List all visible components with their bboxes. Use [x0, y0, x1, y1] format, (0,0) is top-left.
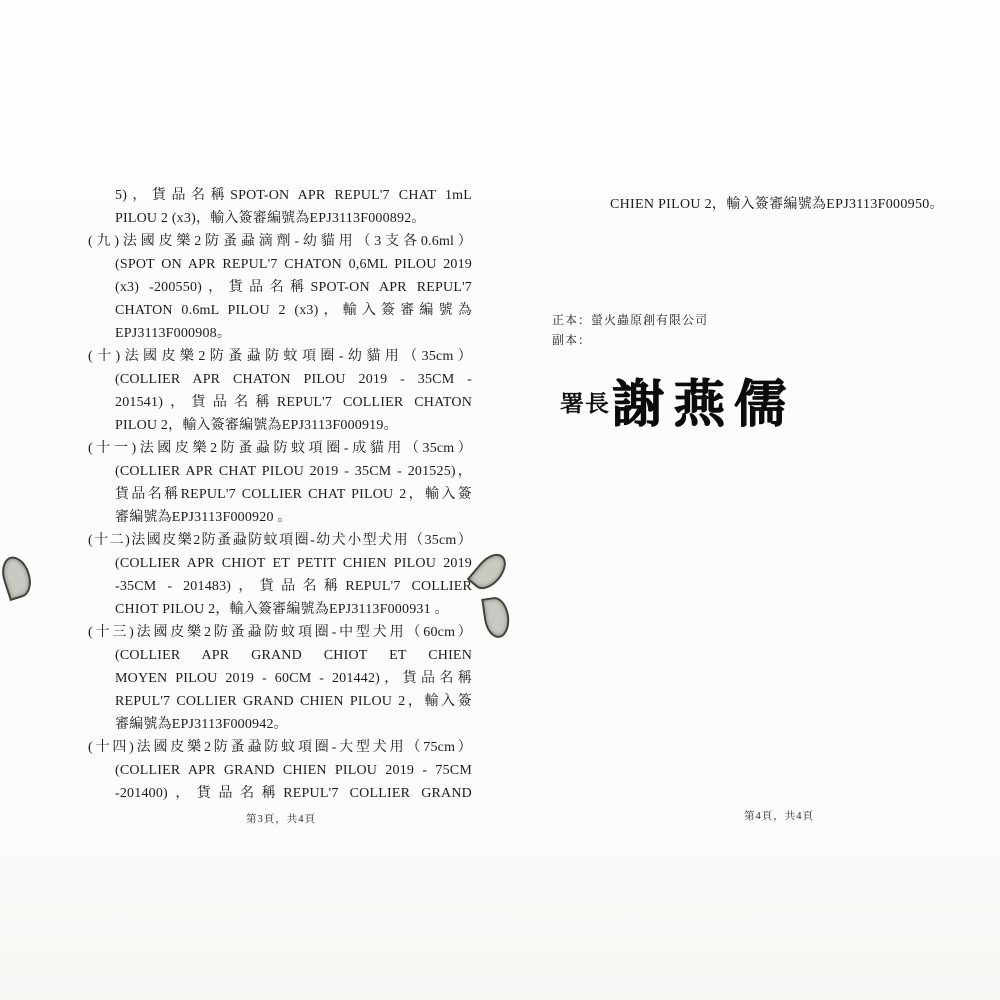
text-line: (十二)法國皮樂2防蚤蝨防蚊項圈-幼犬小型犬用（35cm） [88, 533, 472, 548]
text-line: (SPOT ON APR REPUL'7 CHATON 0,6ML PILOU 2019 [115, 257, 472, 272]
signer-title: 署長 [560, 392, 610, 418]
text-line: 5)，貨品名稱SPOT-ON APR REPUL'7 CHAT 1mL [115, 188, 472, 203]
text-line: EPJ3113F000908。 [115, 326, 232, 341]
text-line: PILOU 2，輸入簽審編號為EPJ3113F000919。 [115, 418, 398, 433]
left-page-text-block [88, 184, 472, 805]
text-line: (COLLIER APR CHATON PILOU 2019 - 35CM - [115, 372, 472, 387]
seal-mark-icon [467, 548, 513, 595]
right-page-footer: 第4頁，共4頁 [744, 811, 814, 822]
text-line: 審編號為EPJ3113F000942。 [115, 717, 288, 732]
text-line: (九)法國皮樂2防蚤蝨滴劑-幼貓用（3支各0.6ml） [88, 234, 472, 249]
text-line: -201400)，貨品名稱REPUL'7 COLLIER GRAND [115, 786, 472, 801]
text-line: (十)法國皮樂2防蚤蝨防蚊項圈-幼貓用（35cm） [88, 349, 472, 364]
signature-block [556, 362, 816, 437]
text-line: CHATON 0.6mL PILOU 2 (x3)，輸入簽審編號為 [115, 303, 472, 318]
text-line: (COLLIER APR CHIOT ET PETIT CHIEN PILOU 2019 [115, 556, 472, 571]
text-line: (十三)法國皮樂2防蚤蝨防蚊項圈-中型犬用（60cm） [88, 625, 472, 640]
seal-mark-icon [0, 553, 36, 601]
text-line: CHIOT PILOU 2，輸入簽審編號為EPJ3113F000931 。 [115, 602, 449, 617]
text-line: 201541)，貨品名稱REPUL'7 COLLIER CHATON [115, 395, 472, 410]
signer-name-calligraphy: 謝燕儒 [612, 377, 796, 434]
text-line: REPUL'7 COLLIER GRAND CHIEN PILOU 2，輸入簽 [115, 694, 472, 709]
left-page-footer: 第3頁，共4頁 [246, 814, 316, 825]
text-line: 貨品名稱REPUL'7 COLLIER CHAT PILOU 2，輸入簽 [115, 487, 472, 502]
copy-recipient-line: 副本： [552, 333, 592, 347]
seal-mark-icon [481, 595, 511, 639]
text-line: (COLLIER APR GRAND CHIOT ET CHIEN [115, 648, 472, 663]
right-page-first-line: CHIEN PILOU 2，輸入簽審編號為EPJ3113F000950。 [610, 197, 944, 212]
text-line: 審編號為EPJ3113F000920 。 [115, 510, 292, 525]
original-recipient-line: 正本：螢火蟲原創有限公司 [552, 313, 709, 327]
text-line: MOYEN PILOU 2019 - 60CM - 201442)，貨品名稱 [115, 671, 472, 686]
text-line: (x3) -200550)，貨品名稱SPOT-ON APR REPUL'7 [115, 280, 472, 295]
text-line: PILOU 2 (x3)，輸入簽審編號為EPJ3113F000892。 [115, 211, 426, 226]
text-line: (COLLIER APR GRAND CHIEN PILOU 2019 - 75CM [115, 763, 472, 778]
text-line: (十四)法國皮樂2防蚤蝨防蚊項圈-大型犬用（75cm） [88, 740, 472, 755]
text-line: -35CM - 201483)，貨品名稱REPUL'7 COLLIER [115, 579, 472, 594]
text-line: (COLLIER APR CHAT PILOU 2019 - 35CM - 201525)， [115, 464, 472, 479]
text-line: (十一)法國皮樂2防蚤蝨防蚊項圈-成貓用（35cm） [88, 441, 472, 456]
